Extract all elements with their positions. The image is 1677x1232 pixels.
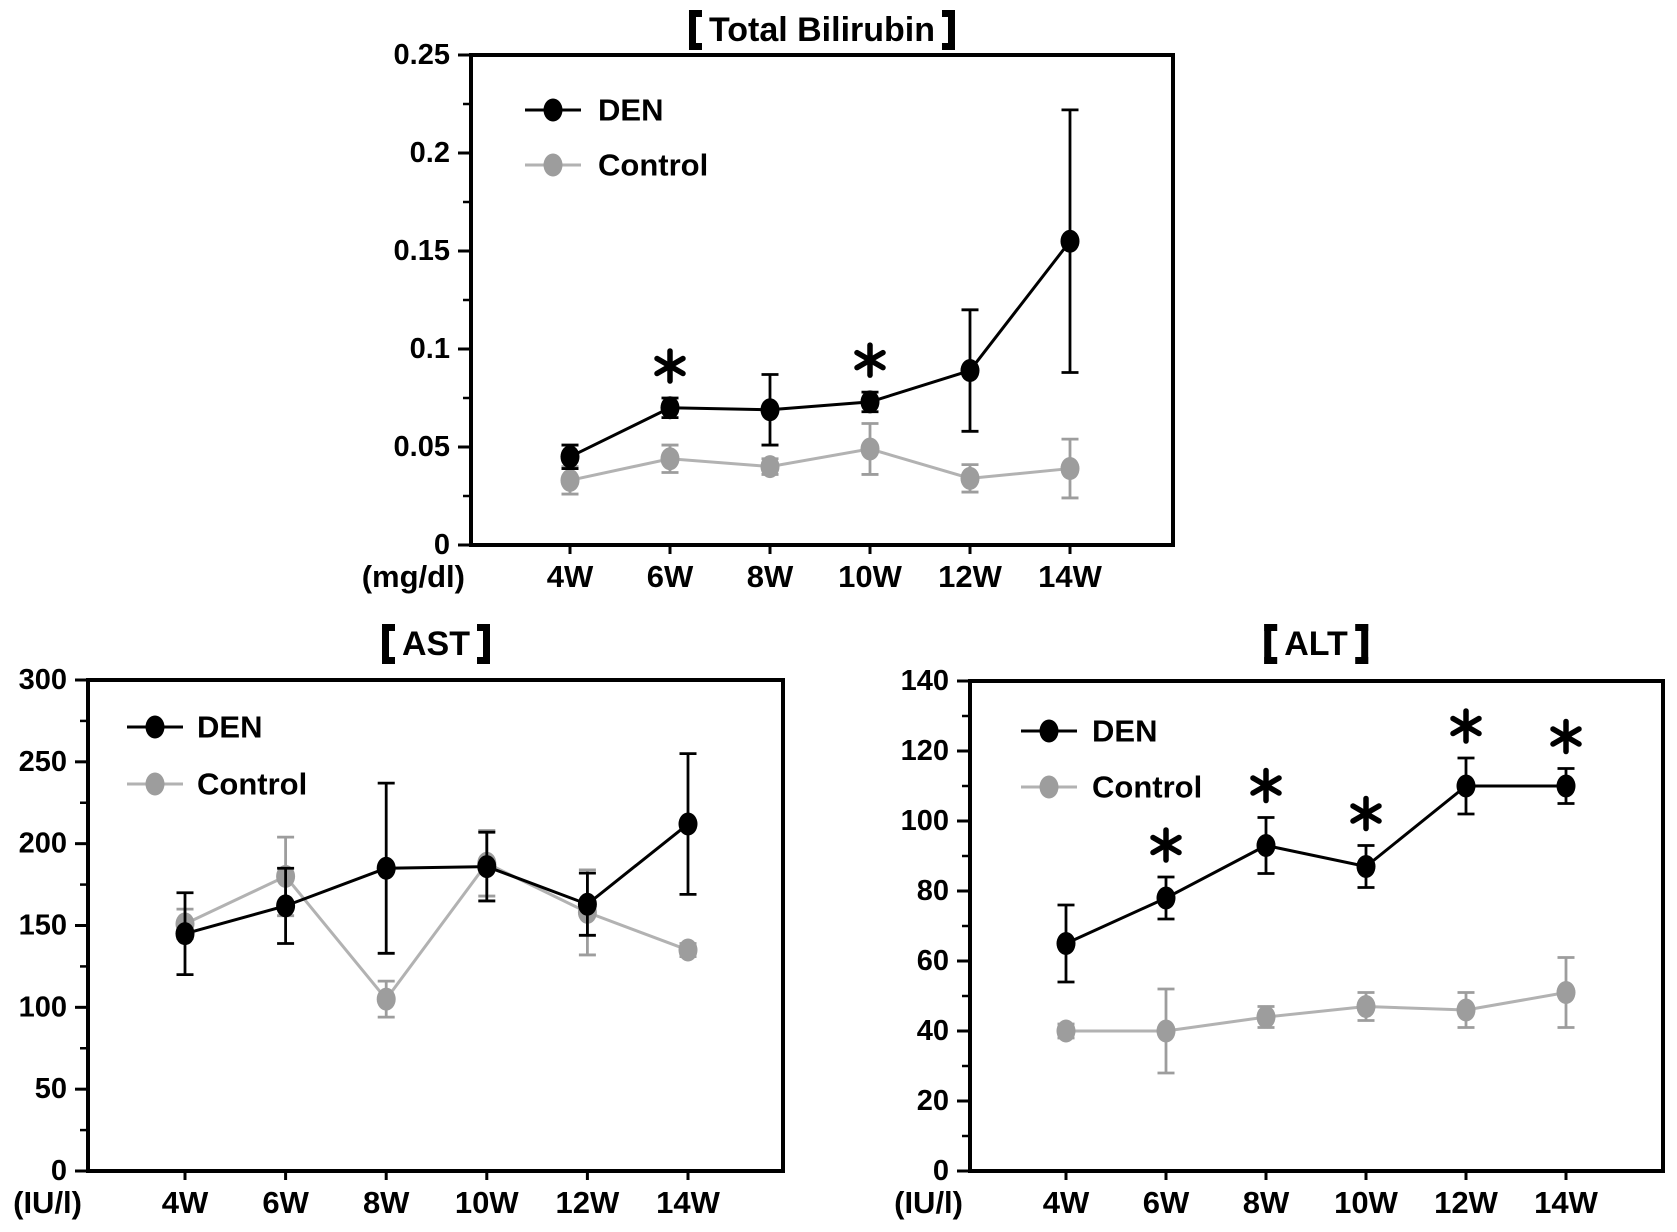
data-point-control-8W — [761, 455, 780, 478]
x-tick-label: 6W — [646, 559, 694, 594]
x-tick-label: 10W — [454, 1185, 519, 1220]
legend-marker-den — [146, 716, 165, 739]
left-bracket-decoration — [1264, 624, 1277, 664]
series-line-den — [1066, 786, 1566, 944]
axis-unit-label: (mg/dl) — [361, 559, 465, 594]
series-line-control — [570, 449, 1070, 480]
ast-title-text: AST — [402, 624, 470, 663]
legend-label-control: Control — [598, 147, 709, 183]
legend-label-control: Control — [197, 766, 308, 802]
data-point-den-6W — [1157, 887, 1176, 910]
data-point-control-12W — [961, 467, 980, 490]
y-tick-label: 0 — [50, 1155, 67, 1187]
data-point-den-12W — [961, 359, 980, 382]
x-tick-label: 14W — [1038, 559, 1102, 594]
right-bracket-decoration — [942, 10, 955, 50]
data-point-den-12W — [1457, 775, 1476, 798]
data-point-den-8W — [1257, 834, 1276, 857]
legend-marker-control — [544, 154, 563, 177]
y-tick-label: 40 — [916, 1015, 949, 1047]
y-tick-label: 100 — [18, 991, 67, 1024]
y-tick-label: 20 — [916, 1085, 949, 1117]
ast-chart-title — [382, 624, 490, 664]
y-tick-label: 300 — [18, 664, 67, 696]
x-tick-label: 10W — [838, 559, 902, 594]
data-point-den-4W — [561, 445, 580, 468]
y-tick-label: 50 — [34, 1073, 67, 1106]
data-point-den-4W — [176, 922, 195, 945]
x-tick-label: 4W — [546, 559, 594, 594]
significance-asterisk-14W — [1553, 722, 1579, 752]
data-point-den-8W — [377, 857, 396, 880]
y-tick-label: 0.2 — [409, 137, 450, 169]
data-point-den-10W — [1357, 855, 1376, 878]
data-point-control-12W — [1457, 999, 1476, 1022]
x-tick-label: 12W — [555, 1185, 620, 1220]
left-bracket-decoration — [382, 624, 395, 664]
y-tick-label: 0 — [433, 529, 450, 561]
significance-asterisk-10W — [857, 345, 883, 375]
y-tick-label: 120 — [900, 735, 949, 767]
y-tick-label: 140 — [900, 665, 949, 697]
data-point-control-4W — [1057, 1020, 1076, 1043]
legend-label-control: Control — [1092, 769, 1203, 805]
data-point-control-14W — [1061, 457, 1080, 480]
legend-marker-den — [544, 99, 563, 122]
y-tick-label: 0.15 — [393, 235, 450, 267]
x-tick-label: 12W — [1434, 1185, 1498, 1220]
data-point-control-6W — [661, 447, 680, 470]
data-point-control-10W — [861, 437, 880, 460]
x-tick-label: 8W — [746, 559, 794, 594]
significance-asterisk-6W — [1153, 830, 1179, 860]
significance-asterisk-10W — [1353, 799, 1379, 829]
data-point-den-14W — [1557, 775, 1576, 798]
significance-asterisk-12W — [1453, 711, 1479, 741]
data-point-den-10W — [861, 390, 880, 413]
significance-asterisk-6W — [657, 351, 683, 381]
data-point-control-14W — [679, 939, 698, 962]
data-point-den-14W — [679, 813, 698, 836]
data-point-control-14W — [1557, 981, 1576, 1004]
data-point-den-12W — [578, 893, 597, 916]
data-point-den-10W — [477, 855, 496, 878]
x-tick-label: 8W — [1242, 1185, 1290, 1220]
ast-chart — [0, 595, 835, 1232]
y-tick-label: 0.05 — [393, 431, 450, 463]
data-point-control-8W — [377, 988, 396, 1011]
y-tick-label: 200 — [18, 827, 67, 860]
x-tick-label: 12W — [938, 559, 1002, 594]
x-tick-label: 6W — [1142, 1185, 1190, 1220]
series-line-control — [1066, 993, 1566, 1032]
data-point-control-10W — [1357, 995, 1376, 1018]
x-tick-label: 14W — [1534, 1185, 1598, 1220]
plot-frame — [970, 681, 1663, 1171]
legend-marker-control — [146, 773, 165, 796]
series-line-den — [185, 824, 688, 934]
alt-title-text: ALT — [1284, 624, 1348, 663]
data-point-control-8W — [1257, 1006, 1276, 1029]
legend-label-den: DEN — [1092, 713, 1158, 749]
alt-chart — [835, 595, 1677, 1232]
y-tick-label: 0.1 — [409, 333, 450, 365]
bilirubin-chart — [330, 0, 1230, 605]
y-tick-label: 60 — [916, 945, 949, 977]
right-bracket-decoration — [1355, 624, 1368, 664]
x-tick-label: 6W — [262, 1185, 309, 1220]
y-tick-label: 100 — [900, 805, 949, 837]
axis-unit-label: (IU/l) — [13, 1185, 82, 1220]
data-point-control-6W — [1157, 1020, 1176, 1043]
y-tick-label: 150 — [18, 909, 67, 942]
legend-label-den: DEN — [197, 709, 263, 745]
legend-marker-control — [1040, 776, 1059, 799]
y-tick-label: 0 — [932, 1155, 949, 1187]
data-point-den-6W — [276, 894, 295, 917]
legend-marker-den — [1040, 720, 1059, 743]
data-point-den-6W — [661, 396, 680, 419]
data-point-control-4W — [561, 469, 580, 492]
series-line-den — [570, 241, 1070, 457]
data-point-den-8W — [761, 398, 780, 421]
x-tick-label: 8W — [362, 1185, 410, 1220]
x-tick-label: 4W — [161, 1185, 209, 1220]
y-tick-label: 250 — [18, 745, 67, 778]
x-tick-label: 14W — [656, 1185, 720, 1220]
axis-unit-label: (IU/l) — [894, 1185, 963, 1220]
bilirubin-chart-title — [689, 10, 955, 50]
significance-asterisk-8W — [1253, 771, 1279, 801]
y-tick-label: 80 — [916, 875, 949, 907]
left-bracket-decoration — [689, 10, 702, 50]
bilirubin-title-text: Total Bilirubin — [708, 10, 936, 49]
right-bracket-decoration — [477, 624, 490, 664]
data-point-den-14W — [1061, 230, 1080, 253]
data-point-den-4W — [1057, 932, 1076, 955]
alt-chart-title — [1264, 624, 1368, 664]
x-tick-label: 10W — [1334, 1185, 1398, 1220]
x-tick-label: 4W — [1042, 1185, 1090, 1220]
y-tick-label: 0.25 — [393, 39, 450, 71]
legend-label-den: DEN — [598, 92, 664, 128]
